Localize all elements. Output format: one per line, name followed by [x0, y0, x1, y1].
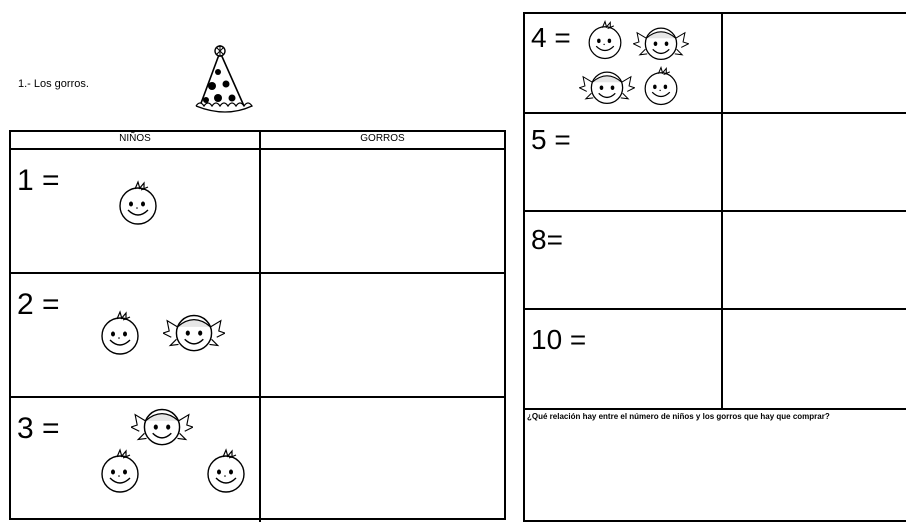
answer-cell-3[interactable] — [261, 398, 504, 520]
header-gorros: GORROS — [360, 133, 405, 144]
girl-face-icon — [131, 398, 193, 450]
answer-cell-10[interactable] — [723, 310, 906, 408]
row-label-10: 10 = — [531, 324, 587, 355]
answer-cell-1[interactable] — [261, 150, 504, 272]
girl-face-icon — [579, 62, 635, 108]
boy-face-icon — [95, 446, 145, 496]
right-table — [523, 12, 906, 522]
girl-face-icon — [163, 304, 225, 356]
row-label-8: 8= — [531, 224, 563, 255]
row-label-5: 5 = — [531, 124, 571, 155]
girl-face-icon — [633, 18, 689, 64]
row-label-2: 2 = — [17, 288, 60, 321]
answer-cell-4[interactable] — [723, 14, 906, 112]
boy-face-icon — [639, 64, 683, 108]
answer-cell-2[interactable] — [261, 274, 504, 396]
row-label-4: 4 = — [531, 22, 571, 53]
party-hat-icon — [190, 44, 254, 120]
row-label-1: 1 = — [17, 164, 60, 197]
relation-question: ¿Qué relación hay entre el número de niños y los gorros que hay que comprar? — [527, 412, 830, 421]
boy-face-icon — [113, 178, 163, 228]
left-table — [9, 130, 506, 520]
boy-face-icon — [95, 308, 145, 358]
boy-face-icon — [583, 18, 627, 62]
question-answer-area[interactable] — [525, 424, 906, 520]
answer-cell-5[interactable] — [723, 114, 906, 210]
boy-face-icon — [201, 446, 251, 496]
answer-cell-8[interactable] — [723, 212, 906, 308]
header-ninos: NIÑOS — [119, 133, 151, 144]
exercise-title: 1.- Los gorros. — [18, 78, 89, 90]
row-label-3: 3 = — [17, 412, 60, 445]
